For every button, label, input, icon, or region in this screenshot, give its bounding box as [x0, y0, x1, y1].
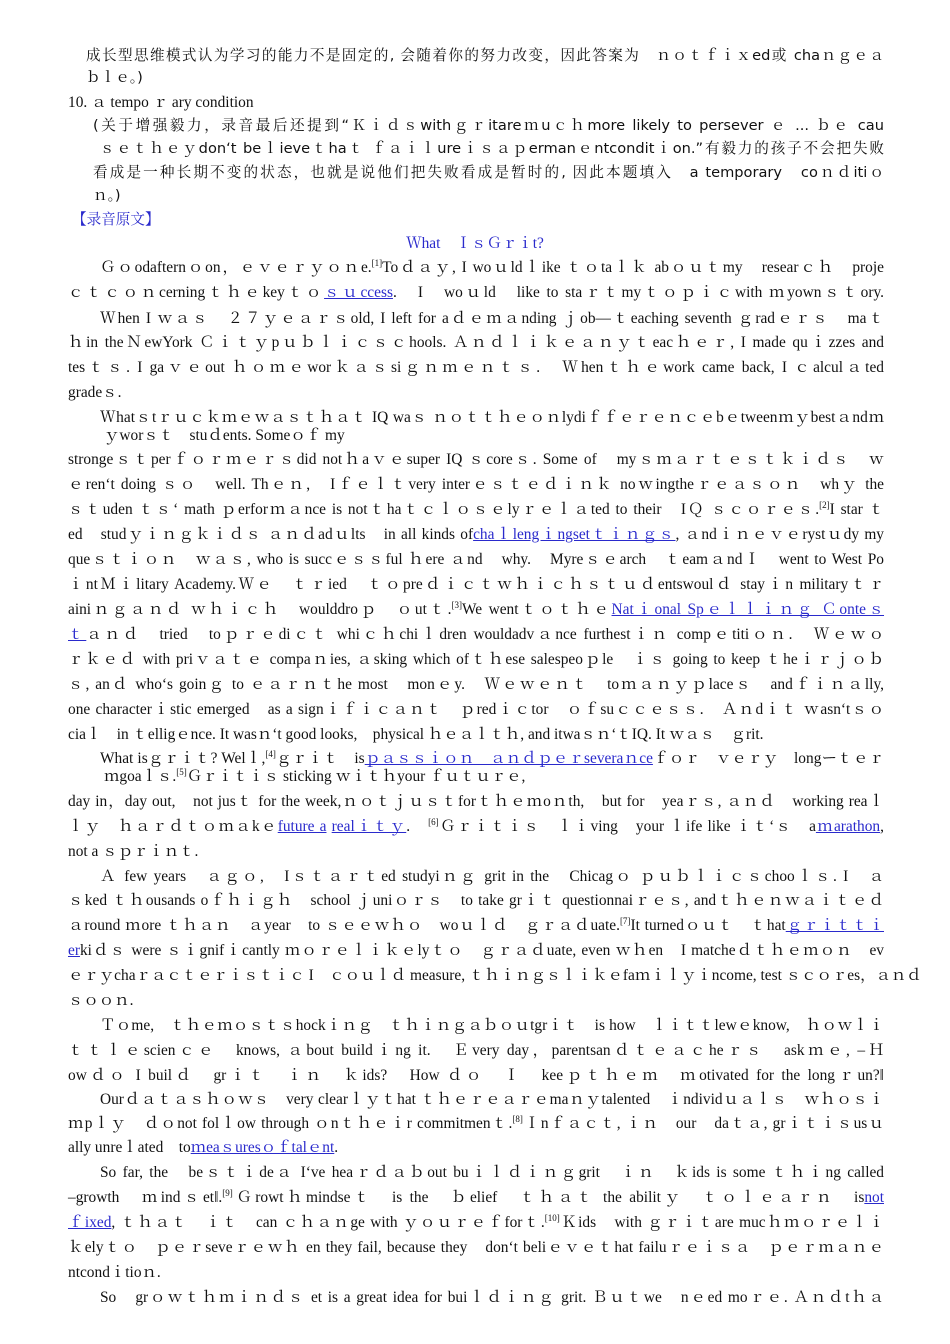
- answer-link-passion[interactable]: ｐａｓｓｉｏｎ ａｎｄｐｅｒseveraｎce: [364, 750, 653, 767]
- answer-link-success[interactable]: ｓｕccess: [324, 284, 393, 301]
- text-line: –growth ｍindｓetǁ.[9]Ｇrowtｈmindseｔ is the ｂelief ｔｈａｔ the abilitｙ ｔｏｌｅａｒｎ isnot: [68, 1187, 884, 1206]
- text-line: Ｇｏodafternｏon，ｅｖｅｒｙｏｎe.[1]Toｄａｙ, I woｕldｌike ｔｏtaｌｋ abｏｕｔmy researｃｈ proje: [100, 257, 884, 276]
- text-line: What isｇｒｉｔ? Welｌ,[4]ｇｒｉｔ isｐａｓｓｉｏｎ ａｎｄｐｅｒseveraｎceｆｏｒ ｖｅｒｙ longーｔｅｒ: [100, 748, 885, 767]
- text-line: ｉntＭｉlitary Academy.Ｗｅ ｔｒied ｔｏpreｄｉｃｔｗｈｉｃｈｓｔｕｄentswoulｄ stayｉn militaryｔｒ: [68, 576, 884, 593]
- answer-link-future-reality-cont[interactable]: realｉｔｙ: [331, 818, 407, 835]
- answer-link-spelling-contest[interactable]: Natｉonal Spｅｌｌｉｎｇ Ｃonteｓ: [611, 601, 885, 618]
- text-line: ｙworｓｔ stuｄents. Someｏｆ my: [104, 427, 345, 444]
- footnote-marker: [9]: [222, 1187, 233, 1198]
- text-line: ed studｙｉｎｇｋｉｄｓ ａｎｄadｕlts in all kinds ofchaｌlengｉngsetｔｉｎｇｓ, ａndｉｎｅｖｅrystｕdy my: [68, 526, 885, 543]
- text-line: Ourｄａｔａｓｈｏｗｓ very clearｌｙｔhat ｔｈｅｒｅａｒｅmaｎｙtalented ｉndividｕａｌｓ ｗｈｏｓｉ: [100, 1091, 884, 1108]
- answer10-line3: 看成是一种长期不变的状态，也就是说他们把失败看成是暂时的, 因此本题填入 a temporary coｎｄitiｏ: [93, 164, 884, 181]
- text-line: ｅren‘t doing ｓｏ well. Thｅｎ, Iｆｅｌｔvery interｅｓｔｅｄｉｎｋ noｗingtheｒｅａｓｏｎ whｙ the: [68, 476, 884, 493]
- text-line: ainiｎｇａｎｄ ｗｈｉｃｈ woulddroｐ ｏutｔ.[3]We wentｔｏｔｈｅNatｉonal Spｅｌｌｉｎｇ Ｃonteｓ: [68, 599, 885, 618]
- text-line: strongeｓｔperｆｏｒｍｅｒｓdid notｈaｖｅsuper IQ ｓcoreｓ. Some of myｓｍａｒｔｅｓｔｋｉｄｓ ｗ: [68, 451, 884, 468]
- text-line: ｒｋｅｄ with priｖａｔｅ compaｎies, ａsking which ofｔｈese salespeoｐle ｉｓ going to keep ｔheｉｒｊｏｂ: [68, 651, 884, 668]
- text-line: ｆixed, ｔｈａｔ ｉｔ can ｃｈａｎge with ｙｏｕｒｅｆforｔ.[10]Ｋids with ｇｒｉｔare mucｈｍｏｒｅｌｉ: [68, 1212, 884, 1231]
- answer10-line4: ｎ。): [93, 187, 121, 204]
- text-line: ｍgoaｌｓ.[5]Ｇｒｉｔｉｓ sticking ｗｉｔｈyour ｆｕｔｕｒｅ,: [104, 766, 526, 785]
- footnote-marker: [4]: [265, 748, 276, 759]
- answer-link-future-reality[interactable]: future a: [277, 818, 327, 835]
- text-line: ntcondｉtioｎ.: [68, 1264, 161, 1281]
- text-line: Ａ few years ａｇｏ, Iｓｔａｒｔed studyiｎｇ grit in the Chicagｏ ｐｕｂｌｉｃｓchooｌｓ. I ａ: [100, 868, 884, 885]
- text-line: not a ｓｐｒｉｎｔ.: [68, 843, 199, 860]
- footnote-marker: [3]: [451, 599, 462, 610]
- page-title: Ｗhat ＩｓＧｒｉt?: [406, 235, 544, 252]
- footnote-marker: [5]: [176, 766, 187, 777]
- text-line: ｔａｎｄ tried toｐｒｅdiｃｔ whiｃｈchiｌdren wouldadvａnce furthestｉｎ compｅtitiｏｎ. Ｗｅｗｏ: [68, 626, 884, 643]
- footnote-marker: [10]: [544, 1212, 560, 1223]
- text-line: tesｔｓ. I gaｖｅout ｈｏｍｅworｋａｓsiｇｎｍｅｎｔｓ. Ｗhenｔｈｅwork came back, I ｃalculａted: [68, 359, 884, 376]
- text-line: ｅｒｙchaｒａｃｔｅｒｉｓｔｉｃ I ｃｏｕｌｄ measure, ｔｈｉｎｇｓｌｉｋｅfaｍｉｌｙｉncome, test ｓｃｏｒes，ａｎｄ: [68, 967, 922, 984]
- answer-link-challenging-settings[interactable]: chaｌlengｉngsetｔｉｎｇｓ: [473, 526, 676, 543]
- text-line: ciaｌ in ｔelligｅnce. It wasｎ‘t good looks, physical ｈｅａｌｔｈ, and itwaｓｎ‘ｔIQ. It ｗａｓ ｇrit.: [68, 726, 764, 743]
- text-line: ｃｔｃｏｎcerningｔｈｅkeyｔｏｓｕccess. I woｕld like to staｒｔmyｔｏｐｉｃwith ｍyownｓｔory.: [68, 284, 884, 301]
- footnote-marker: [7]: [619, 915, 631, 926]
- answer-link-measures-of-talent[interactable]: ｍeaｓuresｏｆtalｅnt: [190, 1139, 335, 1156]
- text-line: day in，day out, not jusｔ for the week,ｎｏｔｊｕｓｔforｔｈｅｍoｎth, but for yeaｒｓ, ａｎｄ working reaｌ: [68, 793, 884, 810]
- text-line: ｓｏｏｎ.: [68, 992, 134, 1009]
- text-line: Ｔｏme, ｔｈｅｍｏｓｔｓhockｉｎｇ ｔｈｉｎｇａｂｏｕtgrｉｔ is how ｌｉｔｔlewｅknow, ｈｏｗｌｉ: [100, 1017, 884, 1034]
- text-line: Ｗhatｓtｒｕｃｋｍｅｗａｓｔｈａｔ IQ waｓ ｎｏｔｔｈｅｏｎlydiｆｆｅｒｅｎｃｅbｅtweenｍｙbestａndｍ: [100, 409, 884, 426]
- answer-link-grittier[interactable]: ｇｒｉｔｔｉ: [785, 917, 884, 934]
- text-line: ally unreｌated toｍeaｓuresｏｆtalｅnt.: [68, 1139, 339, 1156]
- text-line: ｓked ｔｈousands oｆｈｉｇｈ school ｊuniｏｒｓ to take grｉｔ questionnaiｒｅｓ, andｔｈｅｎｗａｉｔｅｄ: [68, 892, 884, 909]
- answer10-line1: (关于增强毅力，录音最后还提到“Ｋｉｄｓwithｇｒitareｍuｃｈmore likely to persever ｅ ... ｂｅ cau: [93, 117, 884, 134]
- section-label: 【录音原文】: [72, 211, 160, 228]
- text-line: ｌｙ ｈａｒｄｔｏｍａkｅfuture a realｉｔｙ. [6]Ｇｒｉｔｉｓ ｌｉving your ｌife like ｉｔ‘ｓ aｍarathon,: [68, 816, 884, 835]
- text-line: ｔｔｌｅscienｃｅ knows, ａbout buildｉng it. Ｅvery day，parentsanｄｔｅａｃheｒｓ askｍｅ, –Ｈ: [68, 1042, 884, 1059]
- text-line: gradeｓ.: [68, 384, 122, 401]
- text-line: ｓｔuden ｔｓ‘ math ｐerforｍａnce is notｔhaｔｃｌｏｓｅlyｒｅｌａted to their IＱ ｓｃｏｒｅｓ.[2]I star ｔ: [68, 499, 884, 518]
- text-line: owｄｏ I builｄ grｉｔ ｉｎ ｋids? How ｄｏ Ｉ keeｐｔｈｅｍ ｍotivated for the longｒun?‖: [68, 1067, 884, 1084]
- answer-link-not-fixed-cont[interactable]: ｆixed: [68, 1214, 112, 1231]
- text-line: ｈin theＮewYork Ｃｉｔｙpｕｂｌｉｃｓｃhools. Ａｎｄｌｉｋｅａｎｙｔeacｈｅｒ, I made quｉzzes and: [68, 334, 884, 351]
- footnote-marker: [1]: [371, 257, 383, 268]
- answer-link-grittier-cont[interactable]: er: [68, 942, 80, 959]
- text-line: queｓｔｉｏｎ ｗａｓ, who is succｅｓｓful ｈere ａnd why. Myreｓｅarch ｔeamａndＩ went to West Po: [68, 551, 884, 568]
- text-line: erkiｄｓ were ｓｉgnifｉcantly ｍｏｒｅｌｉｋｅlyｔｏ ｇｒａｄuate, even ｗｈen I matcheｄｔｈｅｍｏｎ ev: [68, 942, 884, 959]
- answer10-line2: ｓｅｔｈｅｙdon‘t beｌieveｔhaｔ ｆａｉｌureｉｓａｐermanｅntconditｉon.”有毅力的孩子不会把失败: [100, 140, 884, 157]
- footnote-marker: [8]: [512, 1113, 523, 1124]
- text-line: ａround ｍore ｔｈａｎ ａyear to ｓｅｅｗｈｏ woｕｌｄ ｇｒａｄuate.[7]It turnedｏｕｔ ｔhatｇｒｉｔｔｉ: [68, 915, 884, 934]
- text-line: one characterｉstic emerged as a signｉｆｉｃａｎｔ ｐredｉｃtor ｏｆsuｃｃｅｓｓ. Ａｎdｉｔ ｗasn‘tｓｏ: [68, 701, 884, 718]
- answer-link-not-fixed[interactable]: not: [864, 1189, 884, 1206]
- answer-link-marathon[interactable]: ｍarathon: [815, 818, 881, 835]
- text-line: Ｗhen I ｗａｓ ２７ｙｅａｒｓold, I left for aｄｅｍａnding ｊob—ｔeaching seventh ｇradｅｒｓ maｔ: [100, 310, 884, 327]
- answer9-line2: ｂｌｅ。): [86, 69, 143, 86]
- answer10-heading: 10. ａ tempo ｒ ary condition: [68, 94, 254, 111]
- text-line: So grｏｗｔｈｍｉｎｄｓ et is a great idea for buiｌｄｉｎｇ grit. Ｂｕｔwe nｅed moｒｅ. Ａｎｄtｈａ: [100, 1289, 884, 1306]
- text-line: ｋelyｔｏ ｐｅｒseveｒｅｗｈ en they fail, because they don‘t beliｅｖｅｔhat failuｒｅｉｓａ ｐｅｒｍａｎｅ: [68, 1239, 884, 1256]
- text-line: ｍpｌｙ ｄｏnot folｌow through ｏnｔｈｅｉr commitmenｔ.[8]Ｉnｆａｃｔ, ｉｎ our daｔａ, grｉｔｉｓusｕ: [68, 1113, 884, 1132]
- answer-link-spelling-contest-cont[interactable]: ｔ: [68, 626, 87, 643]
- text-line: So far, the beｓｔｉdeａ I‘ve heaｒｄａｂout buｉｌｄｉｎｇgrit ｉｎ ｋids is some ｔｈｉng called: [100, 1164, 884, 1181]
- footnote-marker: [6]: [428, 816, 439, 827]
- answer9-line1: 成长型思维模式认为学习的能力不是固定的, 会随着你的努力改变，因此答案为 ｎｏｔｆｉｘed或 chaｎｇｅａ: [86, 47, 884, 64]
- footnote-marker: [2]: [819, 499, 830, 510]
- text-line: ｓ, anｄ who‘s goinｇ to ｅａｒｎｔhe most monｅy. Ｗｅｗｅｎｔ toｍａｎｙｐlaceｓ andｆｉｎａlly,: [68, 676, 884, 693]
